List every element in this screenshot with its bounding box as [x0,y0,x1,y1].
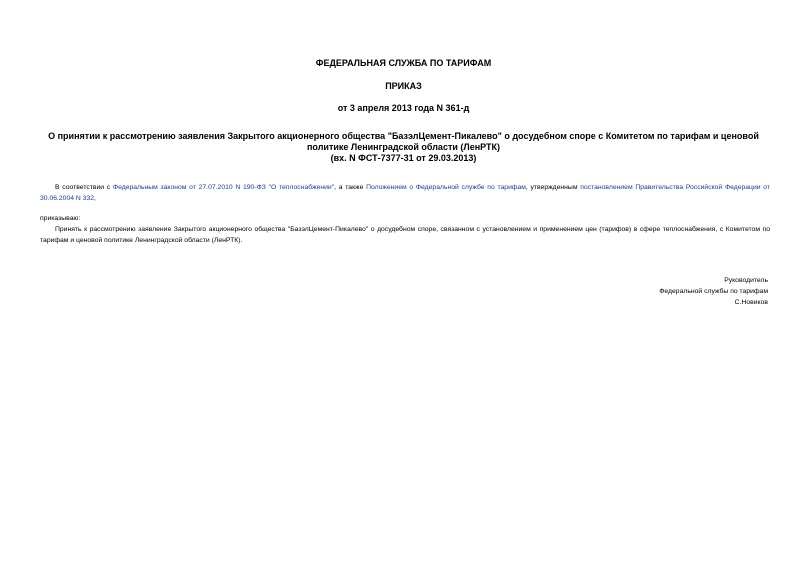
order-word: приказываю: [40,215,81,222]
preamble-suffix: , [94,194,96,202]
title-line-1: О принятии к рассмотрению заявления Закрытого акционерного общества "БазэлЦемент-Пикалево" о досудебном споре с Комитетом по тарифам и ценовой [48,131,759,141]
agency-heading: ФЕДЕРАЛЬНАЯ СЛУЖБА ПО ТАРИФАМ [315,58,492,68]
preamble-mid-2: , утвержденным [525,184,581,191]
signature-name: С.Новиков [734,299,768,306]
document-title [40,131,767,164]
order-paragraph: Принять к рассмотрению заявление Закрытого акционерного общества "БазэлЦемент-Пикалево" о досудебном споре, связанном с установлением и применением цен (тарифов) в сфере теплоснабжения, с Комитетом по тарифам и ценовой политике Ленинградской области (ЛенРТК). [40,226,770,244]
preamble-paragraph [40,183,770,204]
government-decree-link[interactable]: постановлением Правительства Российской Федерации от 30.06.2004 N 332 [40,184,771,202]
preamble-prefix: В соответствии с [55,184,113,191]
signature-position: Руководитель [724,277,768,284]
signature-organization: Федеральной службы по тарифам [659,288,768,295]
preamble-mid-1: , а также [334,184,367,191]
regulation-link[interactable]: Положением о Федеральной службе по тарифам [366,184,526,191]
title-line-3: (вх. N ФСТ-7377-31 от 29.03.2013) [330,153,477,163]
date-number-heading: от 3 апреля 2013 года N 361-д [337,103,470,113]
doc-type-heading: ПРИКАЗ [385,81,422,91]
federal-law-link[interactable]: Федеральным законом от 27.07.2010 N 190-ФЗ "О теплоснабжении" [112,184,335,191]
title-line-2: политике Ленинградской области (ЛенРТК) [306,142,501,152]
